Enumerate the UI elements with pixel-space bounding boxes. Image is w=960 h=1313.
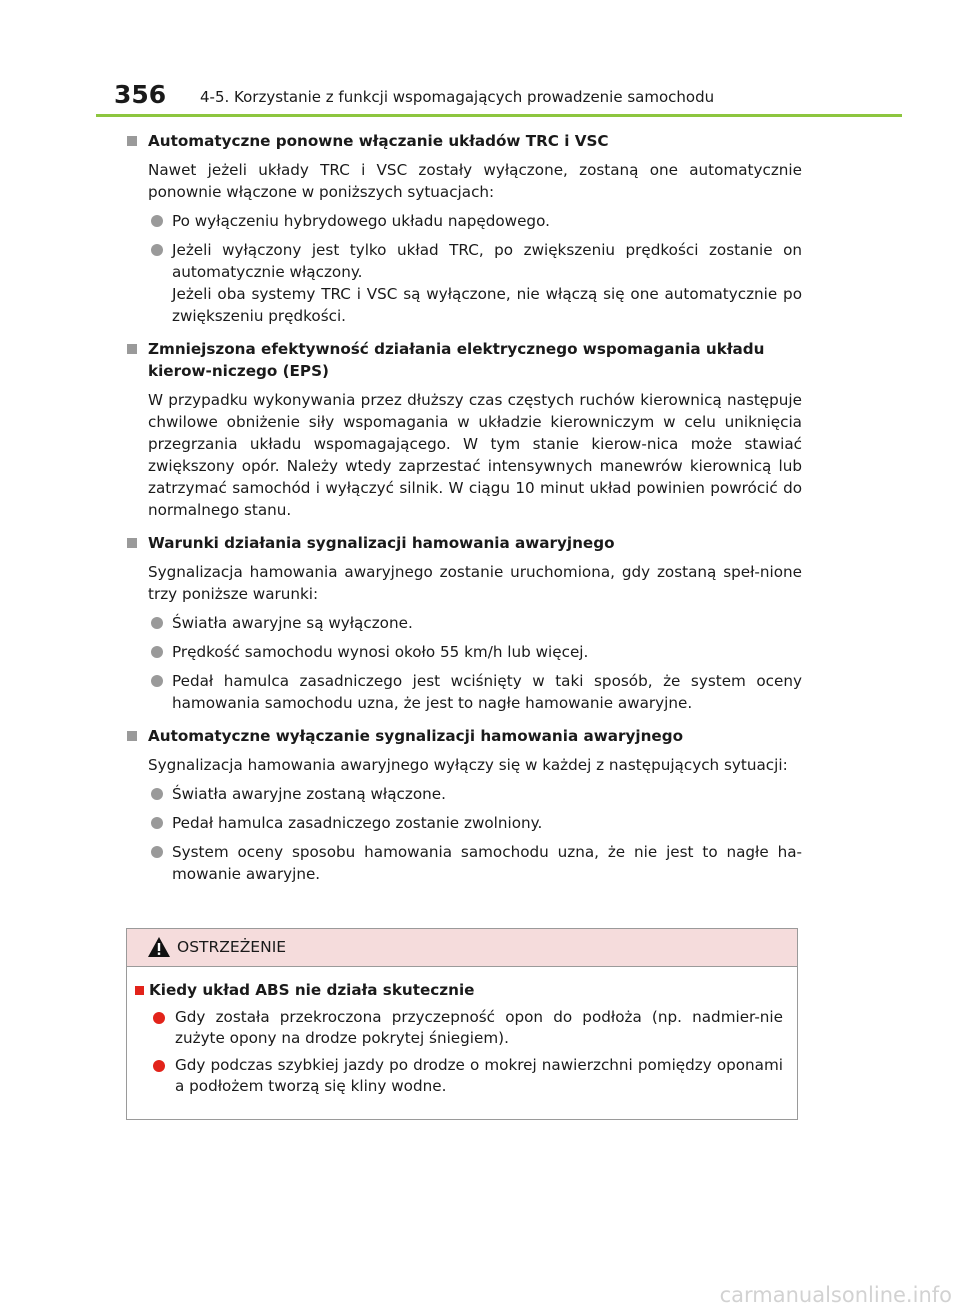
section-title: Automatyczne ponowne włączanie układów TRC i VSC: [148, 132, 609, 150]
warning-list-item: [131, 1007, 783, 1049]
round-bullet-icon: [151, 215, 163, 227]
section-heading: [126, 532, 802, 554]
chapter-title: 4-5. Korzystanie z funkcji wspomagających prowadzenie samochodu: [200, 88, 715, 106]
round-bullet-icon: [151, 617, 163, 629]
list-item-text: Jeżeli wyłączony jest tylko układ TRC, po zwiększeniu prędkości zostanie on automatycznie włączony.: [172, 241, 802, 281]
warning-item-text: Gdy została przekroczona przyczepność opon do podłoża (np. nadmier-nie zużyte opony na drodze pokrytej śniegiem).: [175, 1008, 783, 1047]
warning-item-text: Gdy podczas szybkiej jazdy po drodze o mokrej nawierzchni pomiędzy oponami a podłożem tworzą się kliny wodne.: [175, 1056, 783, 1095]
section-intro: Sygnalizacja hamowania awaryjnego zostanie uruchomiona, gdy zostaną speł-nione trzy poniższe warunki:: [148, 563, 802, 603]
round-bullet-icon: [151, 646, 163, 658]
section-heading: [126, 725, 802, 747]
warning-list-item: [131, 1055, 783, 1097]
square-bullet-icon: [127, 136, 137, 146]
round-bullet-icon: [151, 846, 163, 858]
watermark: carmanualsonline.info: [719, 1283, 952, 1307]
section-heading: [126, 338, 802, 382]
list-item-text: Prędkość samochodu wynosi około 55 km/h lub więcej.: [172, 643, 589, 661]
red-square-bullet-icon: [135, 986, 144, 995]
section-title: Warunki działania sygnalizacji hamowania awaryjnego: [148, 534, 615, 552]
section-heading: [126, 130, 802, 152]
section-intro: W przypadku wykonywania przez dłuższy czas częstych ruchów kierownicą następuje chwilowe obniżenie siły wspomagania w układzie kierowniczym w celu uniknięcia przegrzania układu wspomagającego. W tym stanie kierow-nica może stawiać zwiększony opór. Należy wtedy zaprzestać intensywnych manewrów kierownicą lub zatrzymać samochód i wyłączyć silnik. W ciągu 10 minut układ powinien powrócić do normalnego stanu.: [148, 391, 802, 519]
list-item-note: Jeżeli oba systemy TRC i VSC są wyłączone, nie włączą się one automatycznie po zwiększeniu prędkości.: [172, 285, 802, 325]
square-bullet-icon: [127, 344, 137, 354]
list-item: [126, 812, 802, 834]
list-item-text: System oceny sposobu hamowania samochodu uzna, że nie jest to nagłe ha-mowanie awaryjne.: [172, 843, 802, 883]
list-item: [126, 612, 802, 634]
warning-section-heading: [131, 980, 783, 1001]
square-bullet-icon: [127, 731, 137, 741]
warning-section-title: Kiedy układ ABS nie działa skutecznie: [149, 981, 475, 999]
red-round-bullet-icon: [153, 1060, 165, 1072]
list-item: [126, 641, 802, 663]
warning-triangle-icon: [147, 936, 171, 958]
list-item: [126, 670, 802, 714]
round-bullet-icon: [151, 788, 163, 800]
list-item-text: Światła awaryjne zostaną włączone.: [172, 785, 446, 803]
round-bullet-icon: [151, 244, 163, 256]
round-bullet-icon: [151, 817, 163, 829]
warning-box: [126, 928, 798, 1120]
page-header: [96, 80, 902, 114]
list-item: [126, 210, 802, 232]
list-item-text: Światła awaryjne są wyłączone.: [172, 614, 413, 632]
list-item-text: Po wyłączeniu hybrydowego układu napędowego.: [172, 212, 550, 230]
page-content: [126, 126, 802, 885]
section-title: Zmniejszona efektywność działania elektrycznego wspomagania układu kierow-niczego (EPS): [148, 340, 765, 380]
header-rule: [96, 114, 902, 117]
warning-body: [127, 967, 797, 1097]
warning-title: OSTRZEŻENIE: [177, 938, 287, 956]
list-item-text: Pedał hamulca zasadniczego zostanie zwolniony.: [172, 814, 543, 832]
section-intro: Nawet jeżeli układy TRC i VSC zostały wyłączone, zostaną one automatycznie ponownie włączone w poniższych sytuacjach:: [148, 161, 802, 201]
square-bullet-icon: [127, 538, 137, 548]
warning-header: [127, 929, 797, 967]
red-round-bullet-icon: [153, 1012, 165, 1024]
list-item: [126, 239, 802, 327]
list-item: [126, 841, 802, 885]
page-number: 356: [114, 80, 167, 109]
list-item-text: Pedał hamulca zasadniczego jest wciśnięty w taki sposób, że system oceny hamowania samochodu uzna, że jest to nagłe hamowanie awaryjne.: [172, 672, 802, 712]
round-bullet-icon: [151, 675, 163, 687]
section-intro: Sygnalizacja hamowania awaryjnego wyłączy się w każdej z następujących sytuacji:: [148, 756, 788, 774]
list-item: [126, 783, 802, 805]
section-title: Automatyczne wyłączanie sygnalizacji hamowania awaryjnego: [148, 727, 684, 745]
